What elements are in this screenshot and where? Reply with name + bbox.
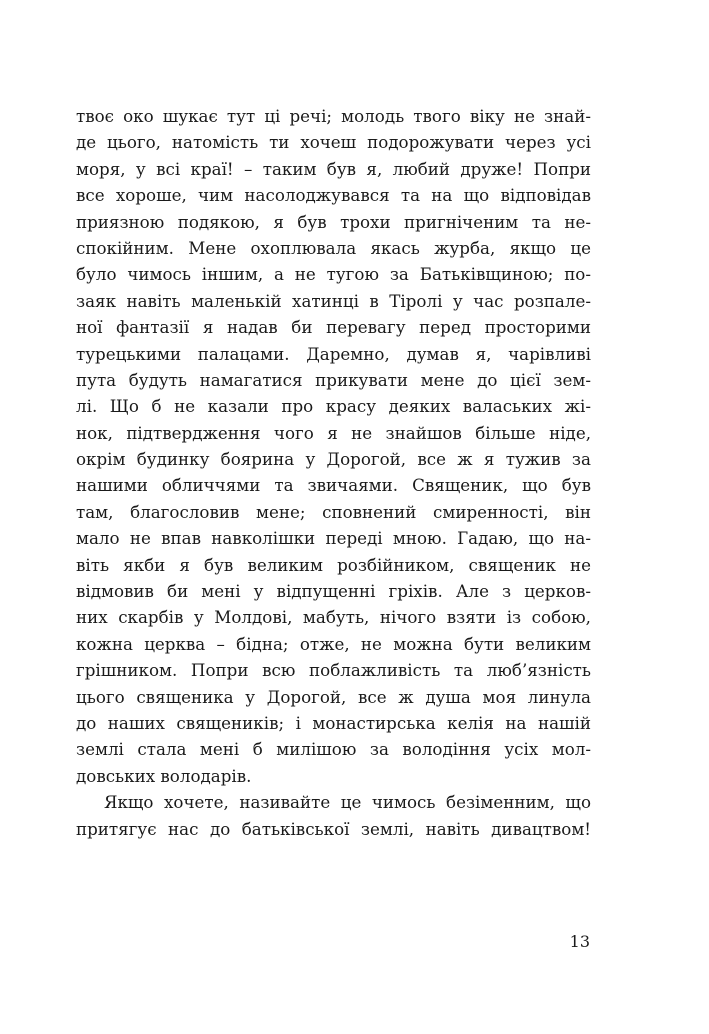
text-line: грішником. Попри всю поблажливість та люб’язність [76, 660, 591, 681]
text-line: відмовив би мені у відпущенні гріхів. Але з церков- [76, 581, 591, 602]
text-line: кожна церква – бідна; отже, не можна бути великим [76, 633, 591, 654]
text-line: все хороше, чим насолоджувався та на що відповідав [76, 185, 591, 206]
text-line: спокійним. Мене охоплювала якась журба, якщо це [76, 237, 591, 258]
text-line: заяк навіть маленькій хатинці в Тіролі у час розпале- [76, 290, 591, 311]
text-line: турецькими палацами. Даремно, думав я, чарівливі [76, 343, 591, 364]
text-line: до наших священиків; і монастирська келія на нашій [76, 712, 591, 733]
text-line: де цього, натомість ти хочеш подорожувати через усі [76, 132, 591, 153]
text-line: Якщо хочете, називайте це чимось безіменним, що [104, 792, 591, 813]
text-line: там, благословив мене; сповнений смиренності, він [76, 501, 591, 522]
text-line: моря, у всі краї! – таким був я, любий друже! Попри [76, 158, 591, 179]
text-line: ної фантазії я надав би перевагу перед просторими [76, 317, 591, 338]
text-line: лі. Що б не казали про красу деяких валаських жі- [76, 396, 591, 417]
text-line: віть якби я був великим розбійником, священик не [76, 554, 591, 575]
text-line: них скарбів у Молдові, мабуть, нічого взяти із собою, [76, 607, 591, 628]
text-line: притягує нас до батьківської землі, навіть дивацтвом! [76, 818, 591, 839]
page-number: 13 [569, 932, 590, 951]
text-line: було чимось іншим, а не тугою за Батьківщиною; по- [76, 264, 591, 285]
text-line: приязною подякою, я був трохи пригніченим та не- [76, 211, 591, 232]
body-text [76, 103, 591, 842]
text-line: нок, підтвердження чого я не знайшов більше ніде, [76, 422, 591, 443]
text-line: пута будуть намагатися прикувати мене до цієї зем- [76, 369, 591, 390]
text-line: окрім будинку боярина у Дорогой, все ж я тужив за [76, 449, 591, 470]
text-line: нашими обличчями та звичаями. Священик, що був [76, 475, 591, 496]
text-line: мало не впав навколішки переді мною. Гадаю, що на- [76, 528, 591, 549]
text-line: твоє око шукає тут ці речі; молодь твого віку не знай- [76, 106, 591, 126]
text-line: цього священика у Дорогой, все ж душа моя линула [76, 686, 591, 707]
text-line: довських володарів. [76, 765, 252, 786]
text-line: землі стала мені б милішою за володіння усіх мол- [76, 739, 591, 760]
